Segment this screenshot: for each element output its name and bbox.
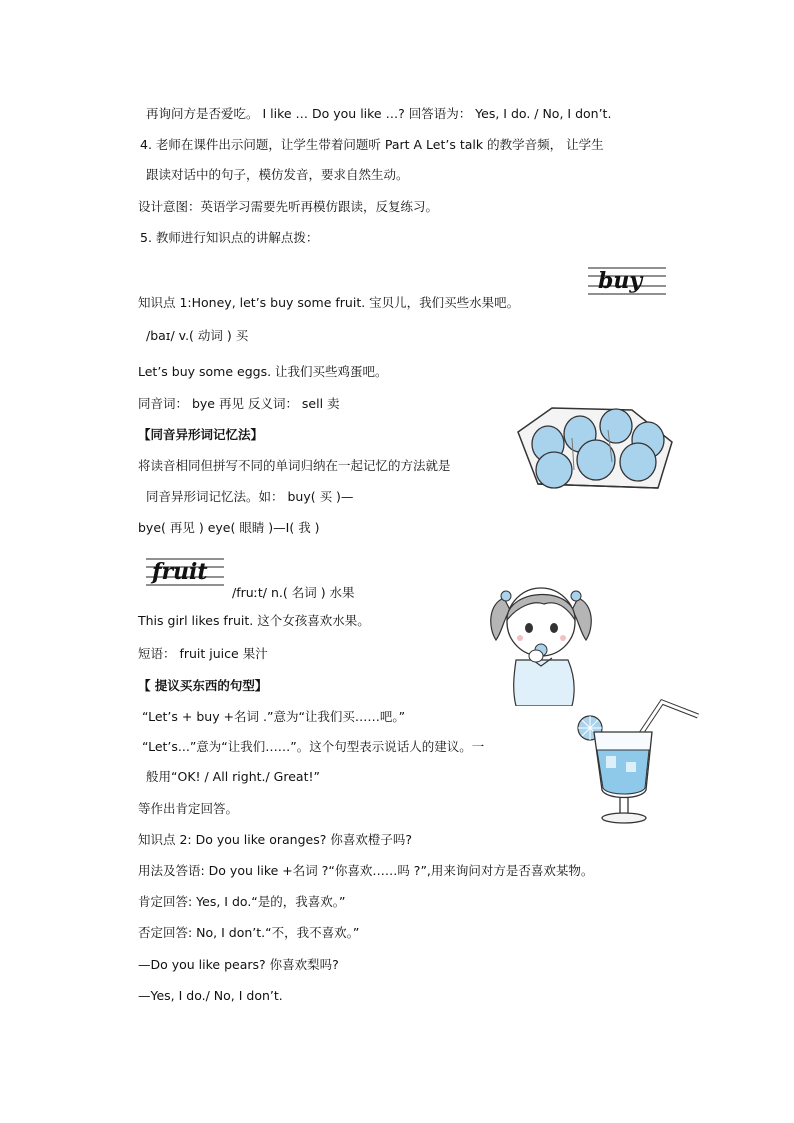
buy-word: buy xyxy=(598,268,643,294)
suggestion-line-4: 等作出肯定回答。 xyxy=(138,801,239,816)
knowledge-point-1: 知识点 1:Honey, let’s buy some fruit. 宝贝儿，我们买些水果吧。 xyxy=(138,295,520,310)
fruit-juice-illustration xyxy=(576,696,700,826)
fruit-phrase: 短语： fruit juice 果汁 xyxy=(138,646,268,661)
fruit-word-card xyxy=(146,553,228,593)
positive-answer: 肯定回答: Yes, I do.“是的，我喜欢。” xyxy=(138,894,346,909)
buy-word-card xyxy=(588,262,668,302)
egg-carton-illustration xyxy=(512,398,676,498)
knowledge-point-2: 知识点 2: Do you like oranges? 你喜欢橙子吗? xyxy=(138,832,412,847)
fruit-phonetic: /fruːt/ n.( 名词 ) 水果 xyxy=(232,585,355,600)
fruit-word: fruit xyxy=(152,559,208,585)
homophone-desc-3: bye( 再见 ) eye( 眼睛 )—I( 我 ) xyxy=(138,520,320,535)
homophone-desc-2: 同音异形词记忆法。如： buy( 买 )— xyxy=(146,489,354,504)
usage-line: 用法及答语: Do you like +名词 ?“你喜欢……吗 ?”,用来询问对方是否喜欢某物。 xyxy=(138,863,594,878)
dialogue-answer: —Yes, I do./ No, I don’t. xyxy=(138,988,283,1003)
text-line-5: 5. 教师进行知识点的讲解点拨： xyxy=(140,230,319,245)
suggestion-heading: 【 提议买东西的句型】 xyxy=(138,678,268,693)
negative-answer: 否定回答: No, I don’t.“不，我不喜欢。” xyxy=(138,925,360,940)
buy-example: Let’s buy some eggs. 让我们买些鸡蛋吧。 xyxy=(138,364,388,379)
buy-phonetic: /baɪ/ v.( 动词 ) 买 xyxy=(146,328,249,343)
text-line-3: 跟读对话中的句子，模仿发音，要求自然生动。 xyxy=(146,167,409,182)
homophone-desc-1: 将读音相同但拼写不同的单词归纳在一起记忆的方法就是 xyxy=(138,458,451,473)
girl-eating-illustration xyxy=(486,570,596,706)
suggestion-line-3: 般用“OK! / All right./ Great!” xyxy=(146,769,320,784)
suggestion-line-2: “Let’s...”意为“让我们……”。这个句型表示说话人的建议。一 xyxy=(142,739,485,754)
homophone-line: 同音词： bye 再见 反义词： sell 卖 xyxy=(138,396,340,411)
homophone-heading: 【同音异形词记忆法】 xyxy=(138,427,264,442)
suggestion-line-1: “Let’s + buy +名词 .”意为“让我们买……吧。” xyxy=(142,709,406,724)
design-intent: 设计意图：英语学习需要先听再模仿跟读，反复练习。 xyxy=(138,199,439,214)
text-line-2: 4. 老师在课件出示问题，让学生带着问题听 Part A Let’s talk 的教学音频， 让学生 xyxy=(140,137,604,152)
fruit-example: This girl likes fruit. 这个女孩喜欢水果。 xyxy=(138,613,370,628)
text-line-1: 再询问方是否爱吃。 I like … Do you like …? 回答语为： Yes, I do. / No, I don’t. xyxy=(146,106,612,121)
dialogue-question: —Do you like pears? 你喜欢梨吗? xyxy=(138,957,339,972)
